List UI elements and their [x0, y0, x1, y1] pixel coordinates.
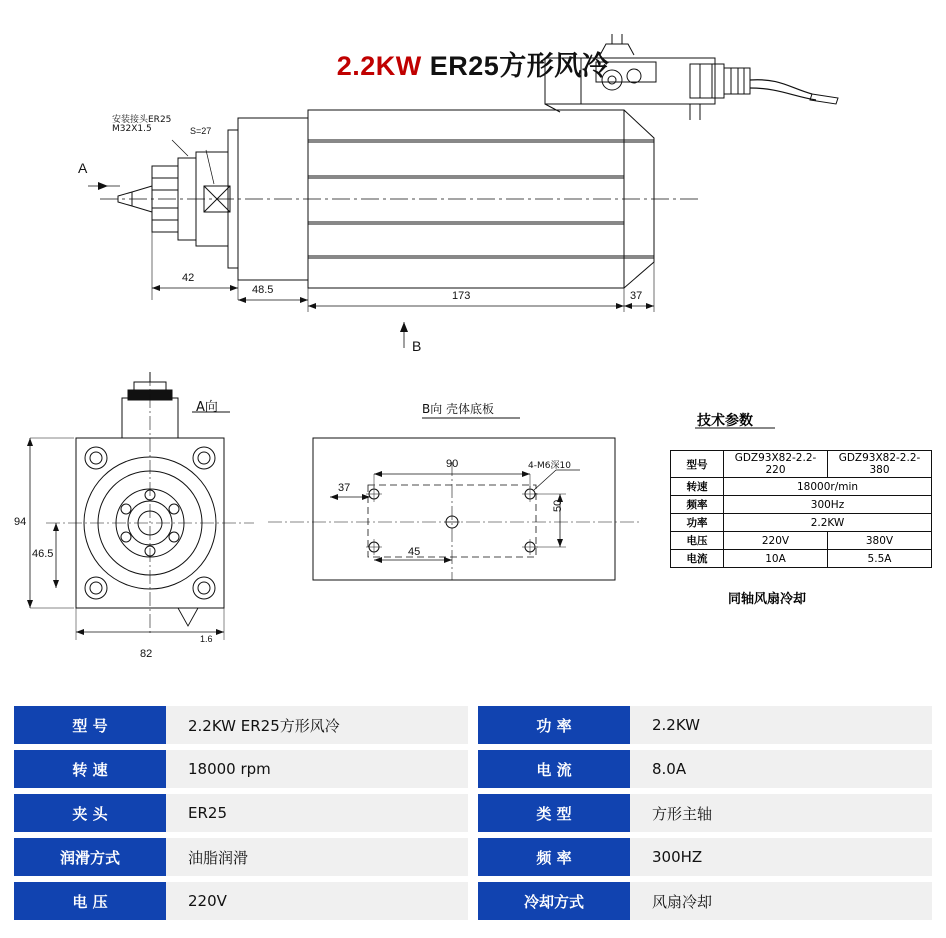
tech-value-220: GDZ93X82-2.2-220 — [724, 451, 828, 478]
tech-key: 转速 — [671, 478, 724, 496]
roughness-label: 1.6 — [200, 634, 213, 644]
spec-key-power: 功 率 — [478, 706, 630, 744]
spec-value-frequency: 300HZ — [630, 838, 932, 876]
dim-46-5: 46.5 — [32, 548, 54, 560]
tech-value-380: 380V — [828, 532, 932, 550]
spec-key-cooling: 冷却方式 — [478, 882, 630, 920]
dim-50: 50 — [552, 499, 564, 512]
spec-row — [14, 882, 932, 920]
tech-value-span: 300Hz — [724, 496, 932, 514]
dim-48-5: 48.5 — [252, 284, 274, 296]
dim-45: 45 — [408, 546, 421, 558]
collet-note-line1: 安装接头ER25 — [112, 115, 172, 125]
spec-value-voltage: 220V — [166, 882, 468, 920]
spec-key-frequency: 频 率 — [478, 838, 630, 876]
dim-37-top: 37 — [630, 290, 643, 302]
tech-table-footer: 同轴风扇冷却 — [728, 592, 807, 607]
spacer — [468, 882, 478, 920]
spec-key-collet: 夹 头 — [14, 794, 166, 832]
spacer — [468, 838, 478, 876]
spanner-size-label: S=27 — [190, 126, 212, 136]
spec-row — [14, 706, 932, 744]
tech-key: 功率 — [671, 514, 724, 532]
spec-key-model: 型 号 — [14, 706, 166, 744]
view-b-title: B向 壳体底板 — [422, 402, 495, 416]
spec-value-collet: ER25 — [166, 794, 468, 832]
table-row — [671, 532, 932, 550]
dim-82: 82 — [140, 648, 153, 660]
spacer — [468, 750, 478, 788]
table-row — [671, 496, 932, 514]
spec-value-current: 8.0A — [630, 750, 932, 788]
spec-value-lubrication: 油脂润滑 — [166, 838, 468, 876]
spec-key-lubrication: 润滑方式 — [14, 838, 166, 876]
tech-key: 型号 — [671, 451, 724, 478]
view-a-arrow-label: A — [78, 160, 88, 176]
spec-row — [14, 794, 932, 832]
table-row — [671, 550, 932, 568]
tech-value-220: 220V — [724, 532, 828, 550]
title-power: 2.2KW — [336, 51, 422, 81]
spec-value-power: 2.2KW — [630, 706, 932, 744]
view-b-arrow-label: B — [412, 338, 422, 354]
tech-value-span: 18000r/min — [724, 478, 932, 496]
table-row — [671, 451, 932, 478]
view-a-title: A向 — [196, 400, 218, 415]
spec-key-speed: 转 速 — [14, 750, 166, 788]
spacer — [468, 794, 478, 832]
tech-value-span: 2.2KW — [724, 514, 932, 532]
spec-value-model: 2.2KW ER25方形风冷 — [166, 706, 468, 744]
dim-90: 90 — [446, 458, 459, 470]
tech-key: 电压 — [671, 532, 724, 550]
tech-value-220: 10A — [724, 550, 828, 568]
spec-value-speed: 18000 rpm — [166, 750, 468, 788]
dim-42: 42 — [182, 272, 195, 284]
tech-value-380: 5.5A — [828, 550, 932, 568]
spec-key-current: 电 流 — [478, 750, 630, 788]
tech-key: 频率 — [671, 496, 724, 514]
title-rest: ER25方形风冷 — [421, 51, 610, 81]
spec-key-voltage: 电 压 — [14, 882, 166, 920]
spec-key-type: 类 型 — [478, 794, 630, 832]
table-row — [671, 514, 932, 532]
spec-value-type: 方形主轴 — [630, 794, 932, 832]
holes-callout: 4-M6深10 — [528, 461, 571, 471]
dim-173: 173 — [452, 290, 471, 302]
spec-table — [14, 706, 932, 926]
tech-table-caption: 技术参数 — [697, 413, 753, 429]
tech-value-380: GDZ93X82-2.2-380 — [828, 451, 932, 478]
spec-row — [14, 838, 932, 876]
spacer — [468, 706, 478, 744]
collet-note-line2: M32X1.5 — [112, 124, 152, 134]
tech-parameters-table — [670, 450, 932, 568]
table-row — [671, 478, 932, 496]
dim-37-b: 37 — [338, 482, 351, 494]
spec-row — [14, 750, 932, 788]
dim-94: 94 — [14, 516, 27, 528]
tech-key: 电流 — [671, 550, 724, 568]
spec-value-cooling: 风扇冷却 — [630, 882, 932, 920]
